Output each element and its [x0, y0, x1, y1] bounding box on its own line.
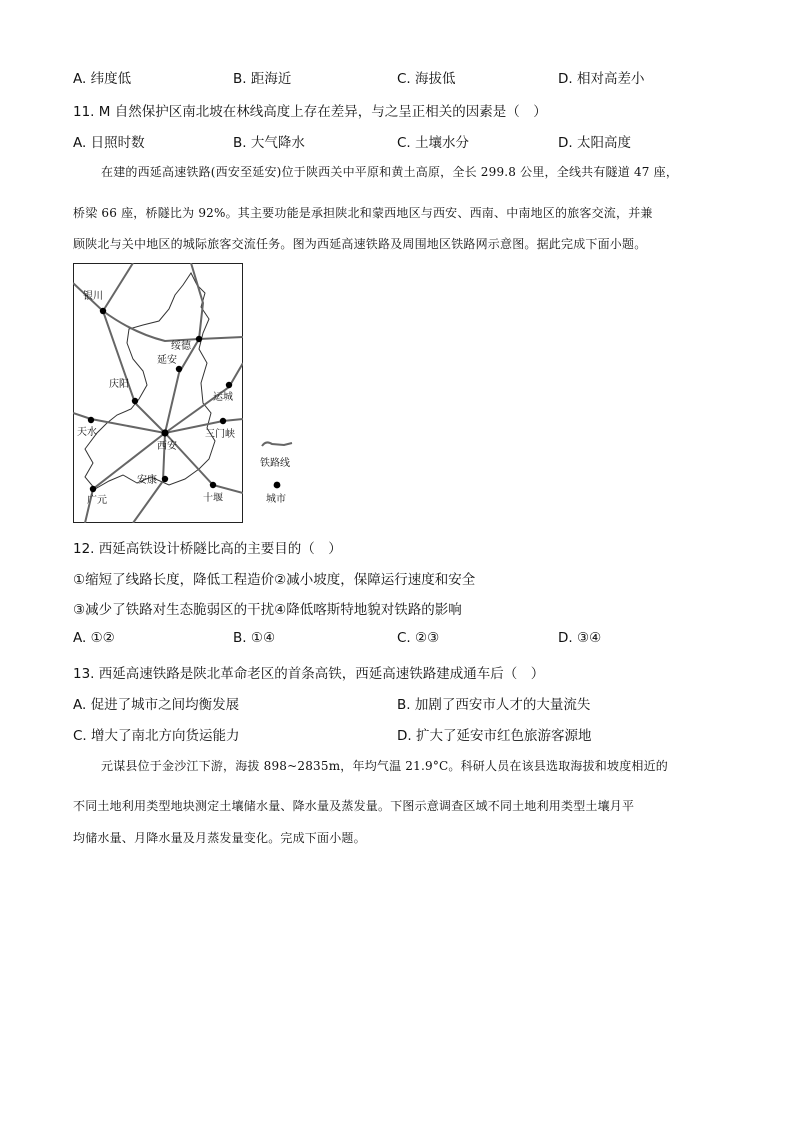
- passage2-line-2: 不同土地利用类型地块测定土壤储水量、降水量及蒸发量。下图示意调查区域不同土地利用类型土壤月平: [73, 799, 635, 813]
- city-dot-ankang: [162, 476, 168, 482]
- q12-option-a: A. ①②: [73, 630, 115, 646]
- q12-statement-1: ①缩短了线路长度，降低工程造价②减小坡度，保障运行速度和安全: [73, 572, 476, 588]
- passage2-line-1: 元谋县位于金沙江下游，海拔 898~2835m，年均气温 21.9°C。科研人员在该县选取海拔和坡度相近的: [101, 759, 669, 773]
- q13-option-d: D. 扩大了延安市红色旅游客源地: [397, 728, 592, 744]
- q12-option-d: D. ③④: [558, 630, 602, 646]
- q13-option-c: C. 增大了南北方向货运能力: [73, 728, 240, 744]
- legend-svg: [258, 438, 308, 508]
- q11-option-c: C. 土壤水分: [397, 135, 470, 151]
- city-label-tianshui: 天水: [77, 427, 97, 438]
- q12-option-c: C. ②③: [397, 630, 440, 646]
- q11-option-a: A. 日照时数: [73, 135, 145, 151]
- city-dot-sanmenxia: [220, 418, 226, 424]
- legend-city-label: 城市: [266, 494, 286, 505]
- q10-option-c: C. 海拔低: [397, 71, 456, 87]
- city-label-qingyang: 庆阳: [109, 379, 129, 390]
- province-outline: [85, 273, 215, 489]
- city-dot-xian: [161, 429, 168, 436]
- passage2-line-3: 均储水量、月降水量及月蒸发量变化。完成下面小题。: [73, 831, 366, 845]
- passage1-line-1: 在建的西延高速铁路(西安至延安)位于陕西关中平原和黄土高原，全长 299.8 公里，全线共有隧道 47 座，: [101, 165, 679, 179]
- city-dot-yinchuan: [100, 308, 106, 314]
- city-label-xian: 西安: [157, 441, 177, 452]
- legend-railway-label: 铁路线: [260, 458, 290, 469]
- city-label-yuncheng: 运城: [213, 392, 233, 403]
- city-label-shiyan: 十堰: [203, 493, 223, 504]
- railway-map-svg: [73, 263, 243, 523]
- city-dot-tianshui: [88, 417, 94, 423]
- city-dot-shiyan: [210, 482, 216, 488]
- q12-stem: 12. 西延高铁设计桥隧比高的主要目的（ ）: [73, 541, 342, 557]
- railway-map: [73, 263, 243, 523]
- legend-railway-symbol: [262, 442, 292, 446]
- q11-option-d: D. 太阳高度: [558, 135, 631, 151]
- railway-line: [103, 311, 243, 341]
- passage1-line-2: 桥梁 66 座，桥隧比为 92%。其主要功能是承担陕北和蒙西地区与西安、西南、中南地区的旅客交流，并兼: [73, 206, 653, 220]
- q10-option-d: D. 相对高差小: [558, 71, 645, 87]
- q12-statement-2: ③减少了铁路对生态脆弱区的干扰④降低喀斯特地貌对铁路的影响: [73, 602, 462, 618]
- city-dot-qingyang: [132, 398, 138, 404]
- city-dot-guangyuan: [90, 486, 96, 492]
- city-label-yinchuan: 银川: [83, 291, 103, 302]
- passage1-line-3: 顾陕北与关中地区的城际旅客交流任务。图为西延高速铁路及周围地区铁路网示意图。据此完成下面小题。: [73, 237, 647, 251]
- city-label-ankang: 安康: [137, 475, 157, 486]
- city-dot-yanan: [176, 366, 182, 372]
- q13-option-b: B. 加剧了西安市人才的大量流失: [397, 697, 591, 713]
- railway-line: [103, 263, 133, 311]
- city-label-guangyuan: 广元: [87, 495, 107, 506]
- city-label-yanan: 延安: [157, 355, 177, 366]
- city-dot-yuncheng: [226, 382, 232, 388]
- q10-option-a: A. 纬度低: [73, 71, 132, 87]
- q11-stem: 11. M 自然保护区南北坡在林线高度上存在差异，与之呈正相关的因素是（ ）: [73, 104, 547, 120]
- q13-option-a: A. 促进了城市之间均衡发展: [73, 697, 240, 713]
- city-label-sanmenxia: 三门峡: [205, 429, 235, 440]
- map-legend: [258, 438, 308, 508]
- legend-city-symbol: [274, 482, 281, 489]
- q10-option-b: B. 距海近: [233, 71, 292, 87]
- city-label-suide: 绥德: [171, 341, 191, 352]
- q11-option-b: B. 大气降水: [233, 135, 305, 151]
- city-dot-suide: [196, 336, 202, 342]
- q12-option-b: B. ①④: [233, 630, 276, 646]
- railway-line: [73, 283, 165, 433]
- q13-stem: 13. 西延高速铁路是陕北革命老区的首条高铁，西延高速铁路建成通车后（ ）: [73, 666, 545, 682]
